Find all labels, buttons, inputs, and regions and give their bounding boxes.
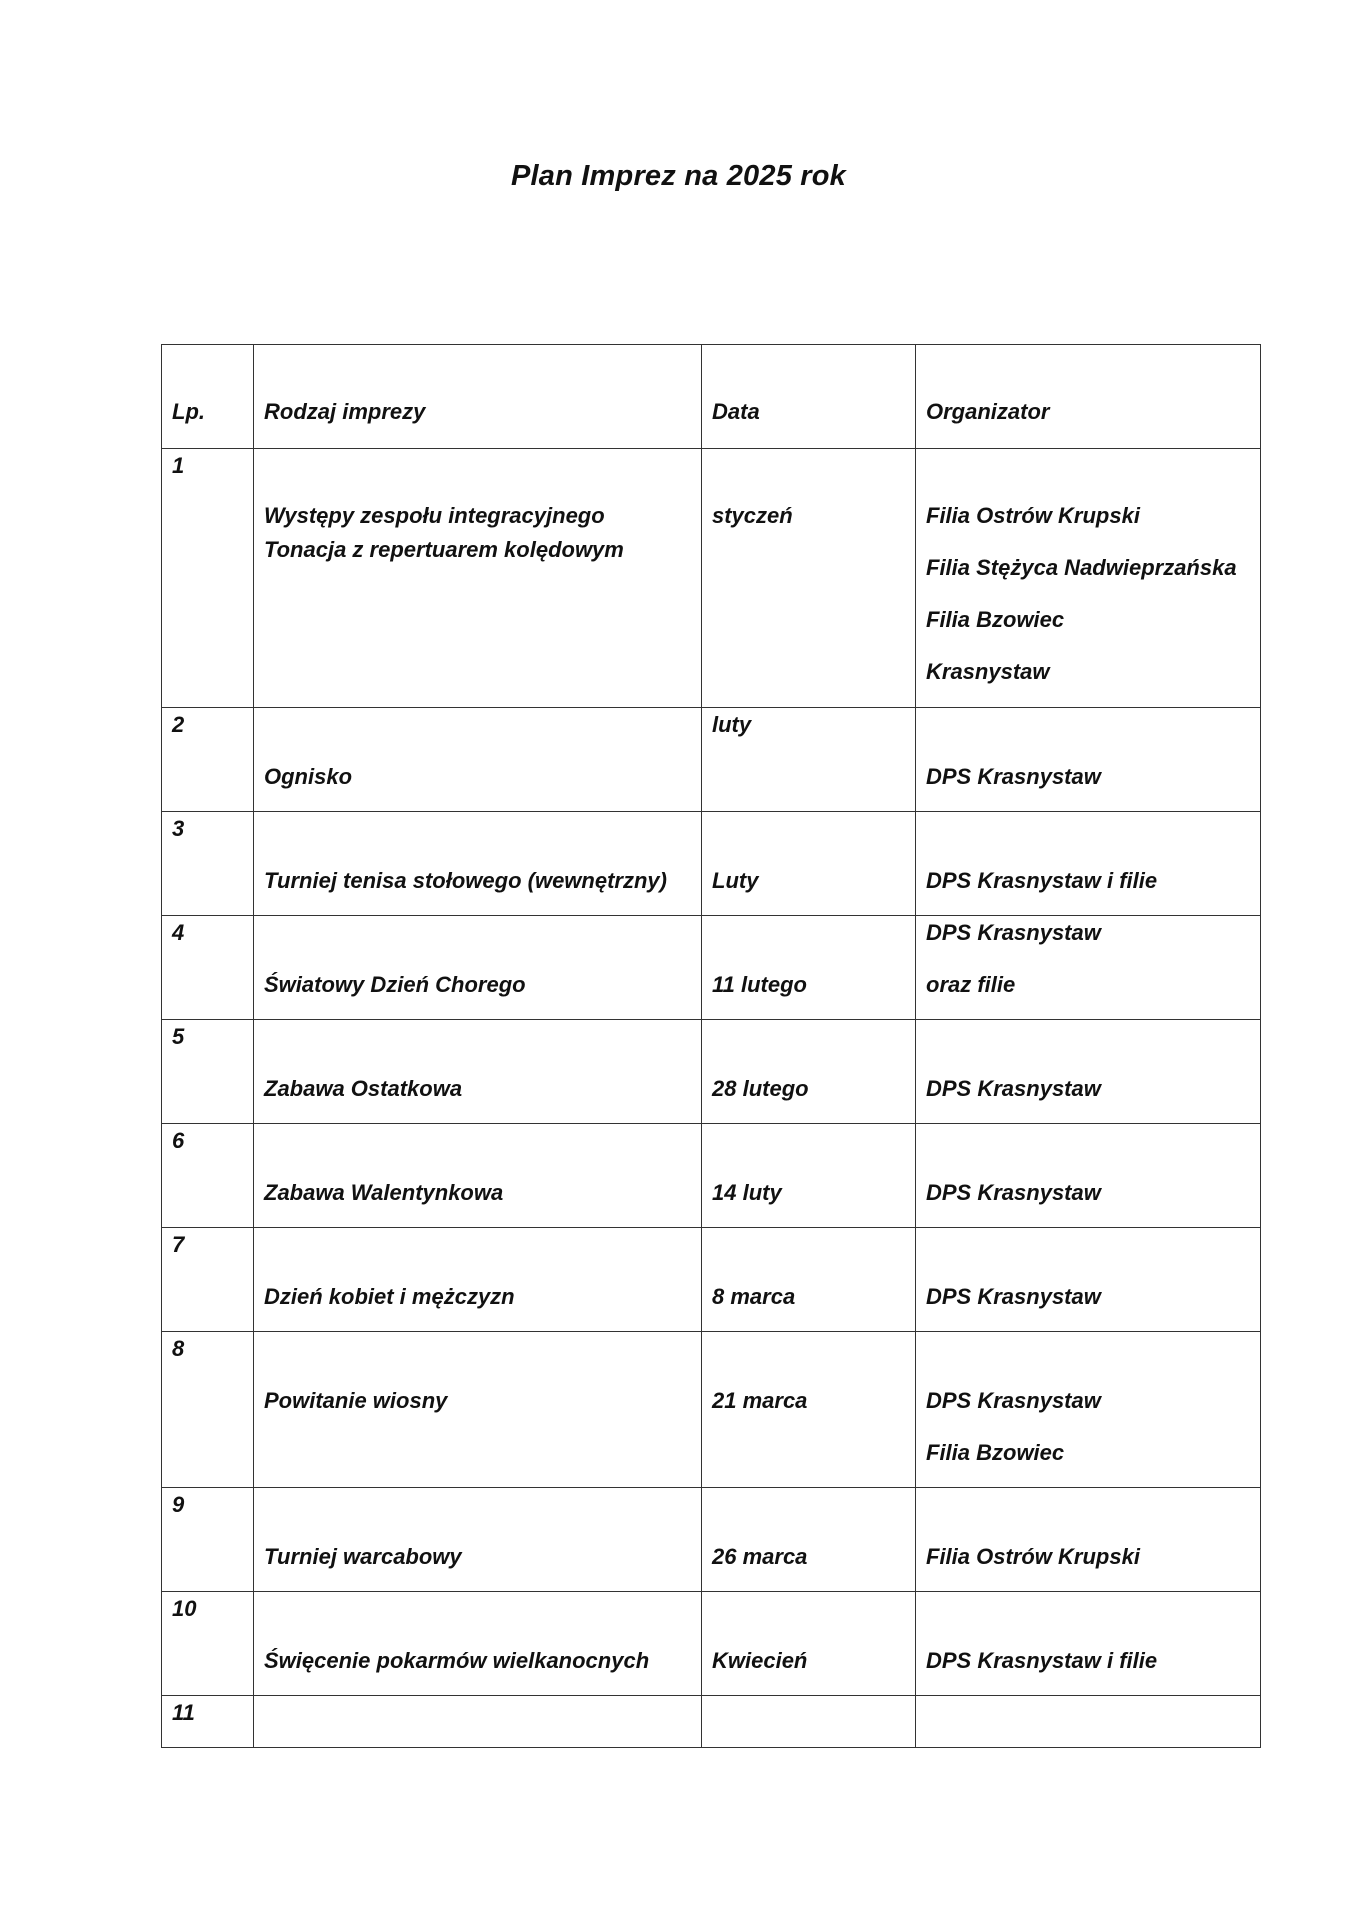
cell-organizator [916, 812, 1261, 916]
cell-data [702, 1332, 916, 1488]
organizer-line: DPS Krasnystaw i filie [926, 868, 1158, 893]
header-data: Data [712, 399, 760, 424]
cell-rodzaj [254, 1332, 702, 1488]
cell-organizator [916, 708, 1261, 812]
event-name: Ognisko [264, 764, 353, 789]
header-cell-lp [162, 345, 254, 449]
header-cell-rodzaj [254, 345, 702, 449]
cell-organizator [916, 1488, 1261, 1592]
organizer-line: Filia Bzowiec [926, 607, 1065, 632]
row-number: 11 [172, 1700, 195, 1725]
row-number: 1 [172, 453, 185, 478]
row-number: 10 [172, 1596, 197, 1621]
cell-lp [162, 1020, 254, 1124]
cell-organizator [916, 1332, 1261, 1488]
cell-organizator [916, 916, 1261, 1020]
event-name: Zabawa Walentynkowa [264, 1180, 504, 1205]
cell-data [702, 1020, 916, 1124]
cell-rodzaj [254, 1696, 702, 1748]
event-name: Turniej warcabowy [264, 1544, 462, 1569]
organizer-line: DPS Krasnystaw [926, 1388, 1101, 1413]
cell-data [702, 449, 916, 708]
cell-data [702, 1124, 916, 1228]
page-title: Plan Imprez na 2025 rok [510, 160, 847, 192]
cell-organizator [916, 1124, 1261, 1228]
cell-lp [162, 916, 254, 1020]
events-table [161, 344, 1261, 1748]
organizer-line: DPS Krasnystaw i filie [926, 1648, 1158, 1673]
row-number: 7 [172, 1232, 185, 1257]
cell-lp [162, 812, 254, 916]
table-row [162, 708, 1261, 812]
event-date: styczeń [712, 503, 793, 528]
event-date: 28 lutego [712, 1076, 809, 1101]
organizer-line: DPS Krasnystaw [926, 764, 1101, 789]
cell-data [702, 1592, 916, 1696]
event-date: Luty [712, 868, 759, 893]
organizer-line: Filia Stężyca Nadwieprzańska [926, 555, 1237, 580]
cell-rodzaj [254, 708, 702, 812]
row-number: 5 [172, 1024, 185, 1049]
header-organizator: Organizator [926, 399, 1050, 424]
row-number: 9 [172, 1492, 185, 1517]
table-header-row [162, 345, 1261, 449]
cell-rodzaj [254, 916, 702, 1020]
organizer-line: Filia Ostrów Krupski [926, 503, 1140, 528]
event-name: Święcenie pokarmów wielkanocnych [264, 1648, 650, 1673]
organizer-line: Filia Bzowiec [926, 1440, 1065, 1465]
cell-data [702, 1228, 916, 1332]
cell-lp [162, 1488, 254, 1592]
event-date: Kwiecień [712, 1648, 808, 1673]
table-row [162, 812, 1261, 916]
table-row [162, 1592, 1261, 1696]
table-row [162, 1696, 1261, 1748]
cell-organizator [916, 449, 1261, 708]
header-cell-organizator [916, 345, 1261, 449]
event-name: Turniej tenisa stołowego (wewnętrzny) [264, 868, 667, 893]
table-row [162, 1228, 1261, 1332]
row-number: 8 [172, 1336, 185, 1361]
event-date: 11 lutego [712, 972, 807, 997]
organizer-line: Krasnystaw [926, 659, 1050, 684]
cell-organizator [916, 1020, 1261, 1124]
cell-data [702, 1696, 916, 1748]
organizer-line: DPS Krasnystaw [926, 1284, 1101, 1309]
organizer-line: DPS Krasnystaw [926, 920, 1101, 945]
event-name: Zabawa Ostatkowa [264, 1076, 463, 1101]
cell-data [702, 708, 916, 812]
organizer-line: oraz filie [926, 972, 1016, 997]
cell-lp [162, 1696, 254, 1748]
cell-data [702, 1488, 916, 1592]
row-number: 6 [172, 1128, 185, 1153]
event-name: Występy zespołu integracyjnego Tonacja z repertuarem kolędowym [264, 503, 624, 562]
cell-organizator [916, 1228, 1261, 1332]
organizer-line: DPS Krasnystaw [926, 1076, 1101, 1101]
table-row [162, 916, 1261, 1020]
event-date: 8 marca [712, 1284, 796, 1309]
event-date: luty [712, 712, 752, 737]
table-row [162, 1020, 1261, 1124]
table-row [162, 1332, 1261, 1488]
cell-rodzaj [254, 1124, 702, 1228]
cell-lp [162, 1228, 254, 1332]
event-date: 26 marca [712, 1544, 808, 1569]
cell-lp [162, 449, 254, 708]
organizer-line: Filia Ostrów Krupski [926, 1544, 1140, 1569]
event-name: Dzień kobiet i mężczyzn [264, 1284, 515, 1309]
row-number: 2 [172, 712, 185, 737]
event-date: 14 luty [712, 1180, 782, 1205]
cell-lp [162, 708, 254, 812]
header-lp: Lp. [172, 399, 205, 424]
row-number: 4 [172, 920, 185, 945]
event-date: 21 marca [712, 1388, 808, 1413]
cell-rodzaj [254, 1592, 702, 1696]
row-number: 3 [172, 816, 185, 841]
table-row [162, 1488, 1261, 1592]
table-row [162, 449, 1261, 708]
cell-lp [162, 1332, 254, 1488]
cell-rodzaj [254, 1488, 702, 1592]
cell-rodzaj [254, 1020, 702, 1124]
cell-organizator [916, 1696, 1261, 1748]
event-name: Światowy Dzień Chorego [264, 972, 526, 997]
event-name: Powitanie wiosny [264, 1388, 448, 1413]
cell-rodzaj [254, 1228, 702, 1332]
table-row [162, 1124, 1261, 1228]
cell-data [702, 812, 916, 916]
header-cell-data [702, 345, 916, 449]
cell-data [702, 916, 916, 1020]
cell-rodzaj [254, 449, 702, 708]
header-rodzaj: Rodzaj imprezy [264, 399, 426, 424]
cell-lp [162, 1592, 254, 1696]
cell-lp [162, 1124, 254, 1228]
organizer-line: DPS Krasnystaw [926, 1180, 1101, 1205]
cell-organizator [916, 1592, 1261, 1696]
cell-rodzaj [254, 812, 702, 916]
